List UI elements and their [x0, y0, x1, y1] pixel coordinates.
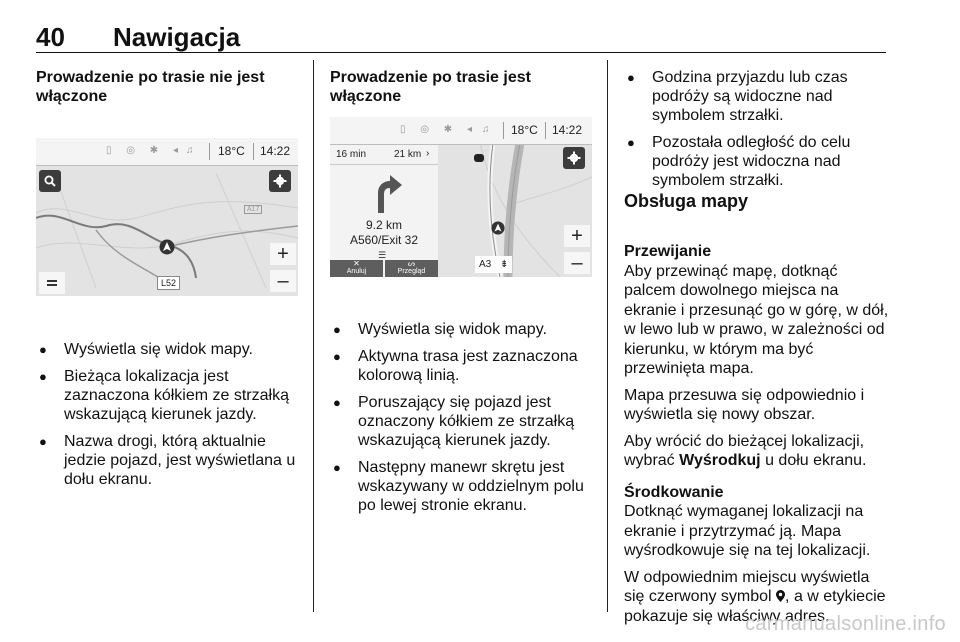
- music-icon: ♫: [186, 145, 200, 156]
- close-icon: ✕: [353, 259, 360, 268]
- list-item: ● Następny manewr skrętu jest wskazywany w oddzielnym polu po lewej stronie ekranu.: [330, 458, 600, 515]
- zoom-out-button[interactable]: –: [564, 252, 590, 274]
- road-name-label: [475, 256, 512, 273]
- panning-paragraph-1: Aby przewinąć mapę, dotknąć palcem dowolnego miejsca na ekranie i przesunąć go w górę, w dół, w lewo lub w prawo, w zależności od kierunku, w którym ma być przewinięta mapa.: [624, 262, 889, 377]
- route-icon: ᔕ: [407, 259, 416, 268]
- status-icons: ▯ ◎ ✱ ◂: [106, 145, 184, 156]
- current-location-icon: [159, 239, 175, 255]
- list-item: ● Godzina przyjazdu lub czas podróży są widoczne nad symbolem strzałki.: [624, 68, 892, 125]
- status-bar: [36, 138, 298, 166]
- status-icons: ▯ ◎ ✱ ◂: [400, 124, 478, 135]
- distance-remaining: 21 km: [394, 149, 422, 160]
- bullet-list-trip-info: [624, 68, 892, 198]
- map-screenshot-guidance-off: [36, 138, 298, 296]
- vehicle-marker-icon: [473, 152, 485, 164]
- music-icon: ♫: [482, 124, 496, 135]
- zoom-in-button[interactable]: +: [564, 225, 590, 247]
- overview-label: Przegląd: [397, 268, 426, 275]
- list-item: ● Bieżąca lokalizacja jest zaznaczona kółkiem ze strzałką wskazującą kierunek jazdy.: [36, 367, 304, 424]
- column-divider-2: [607, 60, 608, 612]
- page-title: Nawigacja: [113, 22, 241, 52]
- cancel-label: Anuluj: [346, 268, 367, 275]
- section-title-map-operation: Obsługa mapy: [624, 191, 749, 211]
- zoom-in-button[interactable]: +: [270, 243, 296, 265]
- watermark: carmanualsonline.info: [745, 613, 946, 635]
- settings-button[interactable]: [563, 147, 585, 169]
- list-item: ● Poruszający się pojazd jest oznaczony kółkiem ze strzałką wskazującą kierunek jazdy.: [330, 393, 600, 450]
- turn-guidance-panel: [330, 145, 438, 277]
- status-separator: [545, 122, 546, 139]
- cancel-button[interactable]: [330, 260, 383, 277]
- centering-heading: Środkowanie: [624, 483, 724, 501]
- column-divider-1: [313, 60, 314, 612]
- chevron-right-icon: ›: [426, 148, 430, 159]
- settings-button[interactable]: [269, 170, 291, 192]
- clock: 14:22: [552, 123, 583, 137]
- status-separator: [503, 122, 504, 139]
- search-icon: [43, 174, 57, 188]
- next-turn-distance: 9.2 km: [365, 218, 402, 232]
- location-pin-icon: [776, 590, 785, 602]
- header-divider: [36, 52, 886, 53]
- list-item: ● Wyświetla się widok mapy.: [36, 340, 304, 359]
- list-item: ● Aktywna trasa jest zaznaczona kolorową linią.: [330, 347, 600, 385]
- temperature: 18°C: [511, 123, 538, 137]
- trip-info-row: [330, 145, 438, 165]
- page-number: 40: [36, 22, 65, 52]
- current-location-icon: [491, 221, 505, 235]
- list-icon: ☰: [378, 250, 387, 260]
- time-remaining: 16 min: [336, 149, 367, 160]
- status-bar: [330, 117, 592, 145]
- list-item: ● Nazwa drogi, którą aktualnie jedzie pojazd, jest wyświetlana u dołu ekranu.: [36, 432, 304, 489]
- list-item: ● Pozostała odległość do celu podróży jest widoczna nad symbolem strzałki.: [624, 133, 892, 190]
- status-separator: [253, 143, 254, 160]
- small-road-label: A17: [244, 205, 262, 214]
- centering-paragraph-2: W odpowiednim miejscu wyświetla się czerwony symbol , a w etykiecie pokazuje się właściwy adres.: [624, 568, 886, 625]
- status-separator: [209, 143, 210, 160]
- map-operation-text: [624, 242, 892, 633]
- road-name: A3: [479, 259, 492, 270]
- centering-paragraph-1: Dotknąć wymaganej lokalizacji na ekranie i przytrzymać ją. Mapa wyśrodkowuje się na tej lokalizacji.: [624, 503, 871, 559]
- menu-button[interactable]: [39, 272, 65, 294]
- overview-button[interactable]: [385, 260, 438, 277]
- clock: 14:22: [260, 144, 291, 158]
- bullet-list-guidance-on: [330, 320, 600, 523]
- panning-paragraph-3: Aby wrócić do bieżącej lokalizacji, wybrać Wyśrodkuj u dołu ekranu.: [624, 432, 867, 469]
- list-item: ● Wyświetla się widok mapy.: [330, 320, 600, 339]
- map-screenshot-guidance-on: [330, 117, 592, 277]
- zoom-out-button[interactable]: –: [270, 270, 296, 292]
- bullet-list-guidance-off: [36, 340, 304, 497]
- panning-paragraph-2: Mapa przesuwa się odpowiednio i wyświetla się nowy obszar.: [624, 386, 865, 423]
- next-turn-road: A560/Exit 32: [349, 233, 419, 247]
- section-heading-guidance-on: Prowadzenie po trasie jest włączone: [330, 69, 531, 105]
- search-button[interactable]: [39, 170, 61, 192]
- turn-right-arrow-icon: [366, 171, 406, 213]
- center-option-name: Wyśrodkuj: [679, 452, 761, 469]
- temperature: 18°C: [218, 144, 245, 158]
- road-name-label: L52: [157, 276, 180, 290]
- panning-heading: Przewijanie: [624, 243, 712, 260]
- gear-icon: [273, 174, 287, 188]
- lane-icon: ⇟: [500, 259, 509, 270]
- section-heading-guidance-off: Prowadzenie po trasie nie jest włączone: [36, 69, 265, 105]
- gear-icon: [567, 151, 581, 165]
